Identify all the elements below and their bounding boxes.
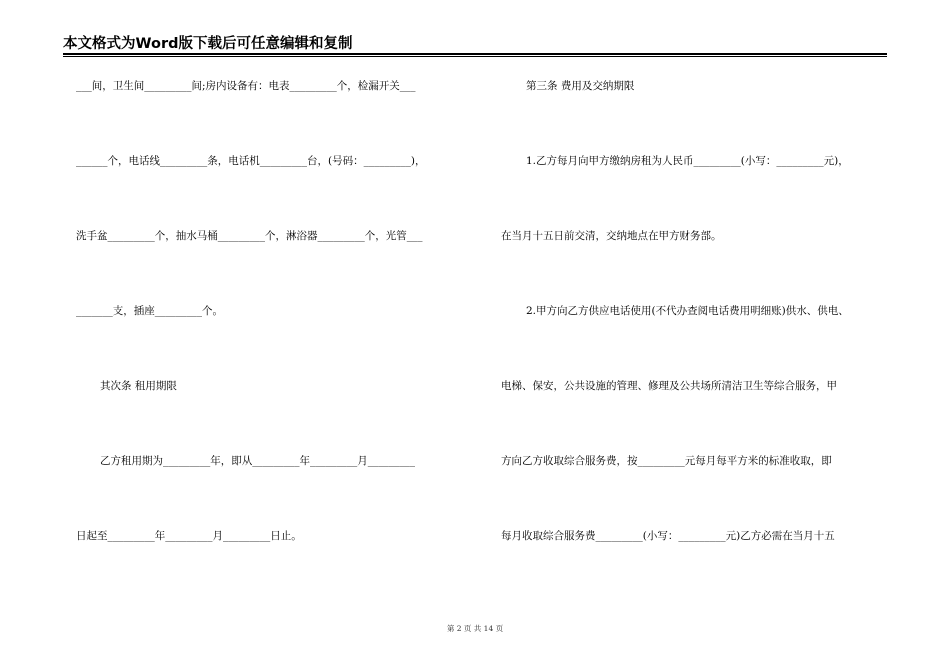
- page-number: 第 2 页 共 14 页: [446, 624, 504, 633]
- left-line-2: ______个，电话线_________条，电话机_________台，(号码：_________)，: [76, 155, 426, 167]
- right-line-3: 在当月十五日前交清，交纳地点在甲方财务部。: [501, 230, 722, 242]
- header-rule-thick: [63, 53, 887, 55]
- left-line-1: ___间，卫生间_________间;房内设备有：电表_________个，检漏开关___: [76, 80, 416, 92]
- left-line-6: 乙方租用期为_________年，即从_________年_________月_________: [100, 455, 415, 467]
- left-line-7: 日起至_________年_________月_________日止。: [76, 530, 302, 542]
- right-section-heading: 第三条 费用及交纳期限: [526, 80, 635, 92]
- right-line-7: 每月收取综合服务费_________(小写：_________元)乙方必需在当月十五: [501, 530, 835, 542]
- header-rule-thin: [63, 56, 887, 57]
- right-line-2: 1.乙方每月向甲方缴纳房租为人民币_________(小写：_________元)，: [526, 155, 849, 167]
- right-line-4: 2.甲方向乙方供应电话使用(不代办查阅电话费用明细账)供水、供电、: [526, 305, 849, 317]
- left-line-4: _______支，插座_________个。: [76, 305, 223, 317]
- left-line-3: 洗手盆_________个，抽水马桶_________个，淋浴器_________个，光管___: [76, 230, 423, 242]
- right-line-5: 电梯、保安，公共设施的管理、修理及公共场所清洁卫生等综合服务，甲: [501, 380, 837, 392]
- right-line-6: 方向乙方收取综合服务费，按_________元每月每平方米的标准收取，即: [501, 455, 832, 467]
- left-section-heading: 其次条 租用期限: [100, 380, 177, 392]
- document-header-title: 本文格式为Word版下载后可任意编辑和复制: [63, 36, 353, 52]
